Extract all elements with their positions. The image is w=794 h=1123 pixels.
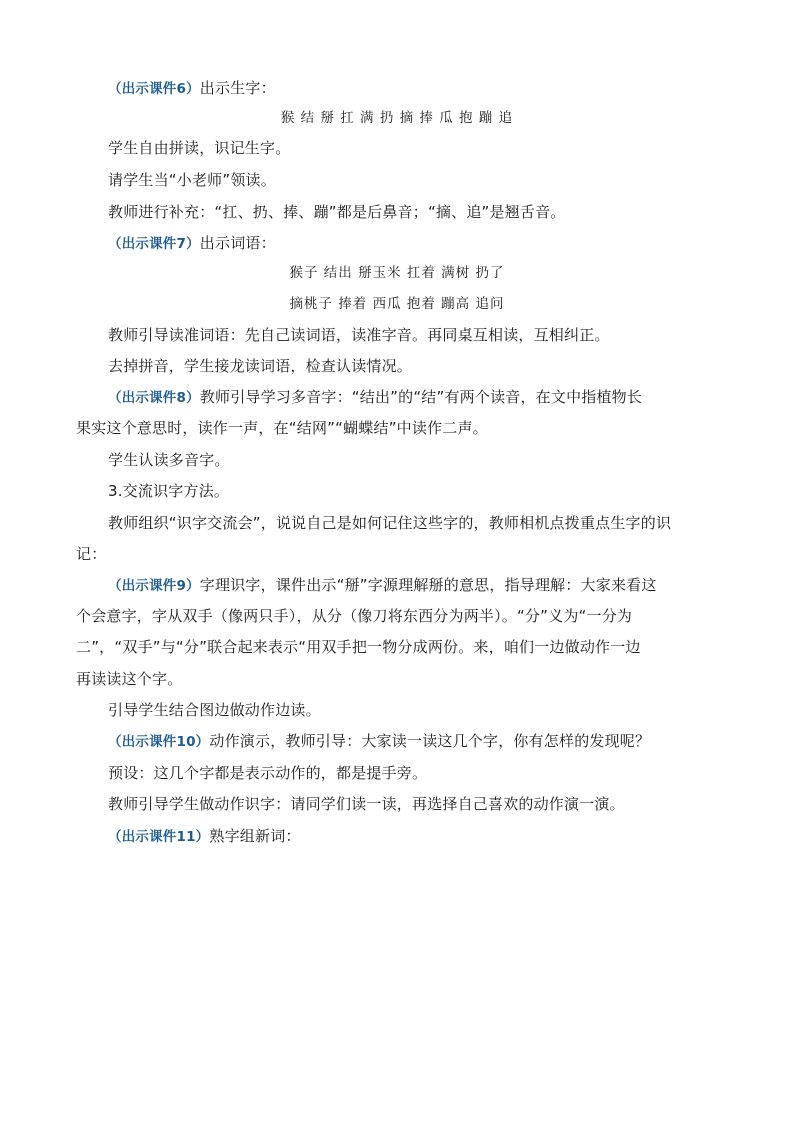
courseware-ref: （出示课件6） — [108, 81, 200, 97]
courseware-ref: （出示课件7） — [108, 236, 200, 252]
new-characters-row: 猴 结 掰 扛 满 扔 摘 捧 瓜 抱 蹦 追 — [280, 110, 514, 126]
paragraph-continuation: 再读读这个字。 — [76, 670, 183, 688]
paragraph-text: 教师引导学习多音字：“结出”的“结”有两个读音，在文中指植物长 — [199, 388, 643, 406]
words-row-2: 摘桃子 捧着 西瓜 抱着 蹦高 追问 — [289, 296, 505, 312]
paragraph: 引导学生结合图边做动作边读。 — [108, 701, 321, 719]
paragraph: 教师组织“识字交流会”，说说自己是如何记住这些字的，教师相机点拨重点生字的识 — [108, 514, 672, 532]
paragraph-text: 动作演示，教师引导：大家读一读这几个字，你有怎样的发现呢？ — [209, 732, 651, 750]
paragraph-text: 出示词语： — [199, 234, 276, 252]
paragraph: 学生自由拼读，识记生字。 — [108, 139, 291, 157]
paragraph-text: 字理识字，课件出示“掰”字源理解掰的意思，指导理解：大家来看这 — [199, 576, 657, 594]
paragraph-courseware-6 — [108, 78, 720, 99]
paragraph-continuation: 个会意字，字从双手（像两只手），从分（像刀将东西分为两半）。“分”义为“一分为 — [76, 607, 633, 625]
paragraph: 请学生当“小老师”领读。 — [108, 171, 276, 189]
paragraph-courseware-7 — [108, 233, 720, 254]
paragraph-text: 出示生字： — [199, 79, 276, 97]
paragraph: 教师进行补充：“扛、扔、捧、蹦”都是后鼻音；“摘、追”是翘舌音。 — [108, 203, 566, 221]
courseware-ref: （出示课件8） — [108, 390, 200, 406]
section-heading: 3.交流识字方法。 — [108, 482, 230, 500]
paragraph-courseware-10 — [108, 731, 720, 752]
paragraph: 预设：这几个字都是表示动作的，都是提手旁。 — [108, 764, 428, 782]
words-row-1: 猴子 结出 掰玉米 扛着 满树 扔了 — [289, 265, 505, 281]
courseware-ref: （出示课件9） — [108, 578, 200, 594]
paragraph-continuation: 果实这个意思时，读作一声，在“结网”“蝴蝶结”中读作二声。 — [76, 419, 488, 437]
paragraph: 去掉拼音，学生接龙读词语，检查认读情况。 — [108, 357, 413, 375]
paragraph: 教师引导读准词语：先自己读词语，读准字音。再同桌互相读，互相纠正。 — [108, 326, 610, 344]
paragraph: 教师引导学生做动作识字：请同学们读一读，再选择自己喜欢的动作演一演。 — [108, 795, 625, 813]
paragraph-continuation: 记： — [76, 545, 107, 563]
paragraph-continuation: 二”，“双手”与“分”联合起来表示“用双手把一物分成两份。来，咱们一边做动作一边 — [76, 638, 641, 656]
paragraph-text: 熟字组新词： — [209, 827, 301, 845]
courseware-ref: （出示课件10） — [108, 734, 210, 750]
courseware-ref: （出示课件11） — [108, 829, 210, 845]
paragraph-courseware-8 — [108, 387, 720, 408]
paragraph-courseware-11 — [108, 826, 720, 847]
paragraph: 学生认读多音字。 — [108, 451, 230, 469]
paragraph-courseware-9 — [108, 575, 720, 596]
